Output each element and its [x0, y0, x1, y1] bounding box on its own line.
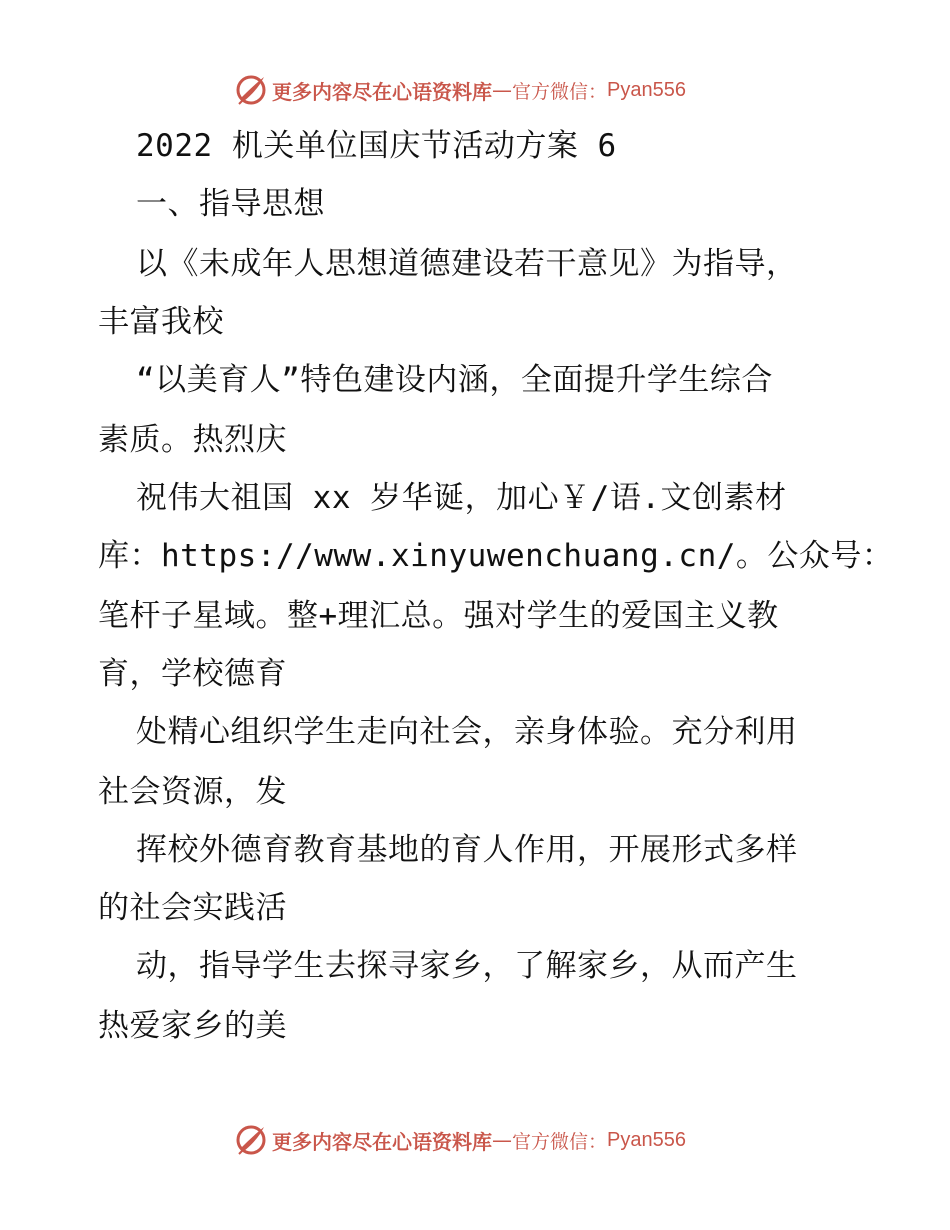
quill-logo-icon: [234, 73, 268, 107]
header-banner: [234, 72, 754, 108]
body-line: 动，指导学生去探寻家乡，了解家乡，从而产生: [136, 948, 798, 984]
body-line: 社会资源，发: [98, 774, 287, 810]
banner-wechat-id: Pyan556: [607, 1128, 686, 1151]
body-line: 笔杆子星域。整+理汇总。强对学生的爱国主义教: [98, 598, 779, 634]
body-line: 以《未成年人思想道德建设若干意见》为指导，: [136, 246, 798, 282]
section-heading: 一、指导思想: [136, 186, 325, 222]
banner-wechat-id: Pyan556: [607, 78, 686, 101]
footer-banner: [234, 1122, 754, 1158]
banner-main-text: 更多内容尽在心语资料库: [272, 79, 492, 104]
body-line: 丰富我校: [98, 304, 224, 340]
body-line: 的社会实践活: [98, 890, 287, 926]
body-line: “以美育人”特色建设内涵，全面提升学生综合: [136, 362, 773, 398]
banner-dash: —: [492, 78, 512, 102]
body-line: 素质。热烈庆: [98, 422, 287, 458]
banner-wechat-label: 官方微信：: [512, 80, 608, 103]
banner-dash: —: [492, 1128, 512, 1152]
body-line: 热爱家乡的美: [98, 1008, 287, 1044]
banner-main-text: 更多内容尽在心语资料库: [272, 1129, 492, 1154]
quill-logo-icon: [234, 1123, 268, 1157]
body-line: 祝伟大祖国 xx 岁华诞，加心￥/语.文创素材: [136, 480, 787, 516]
body-line: 挥校外德育教育基地的育人作用，开展形式多样: [136, 832, 798, 868]
body-line: 处精心组织学生走向社会，亲身体验。充分利用: [136, 714, 798, 750]
body-line: 库：https://www.xinyuwenchuang.cn/。公众号：: [98, 538, 894, 574]
document-title: 2022 机关单位国庆节活动方案 6: [136, 128, 617, 164]
body-line: 育，学校德育: [98, 656, 287, 692]
banner-wechat-label: 官方微信：: [512, 1130, 608, 1153]
